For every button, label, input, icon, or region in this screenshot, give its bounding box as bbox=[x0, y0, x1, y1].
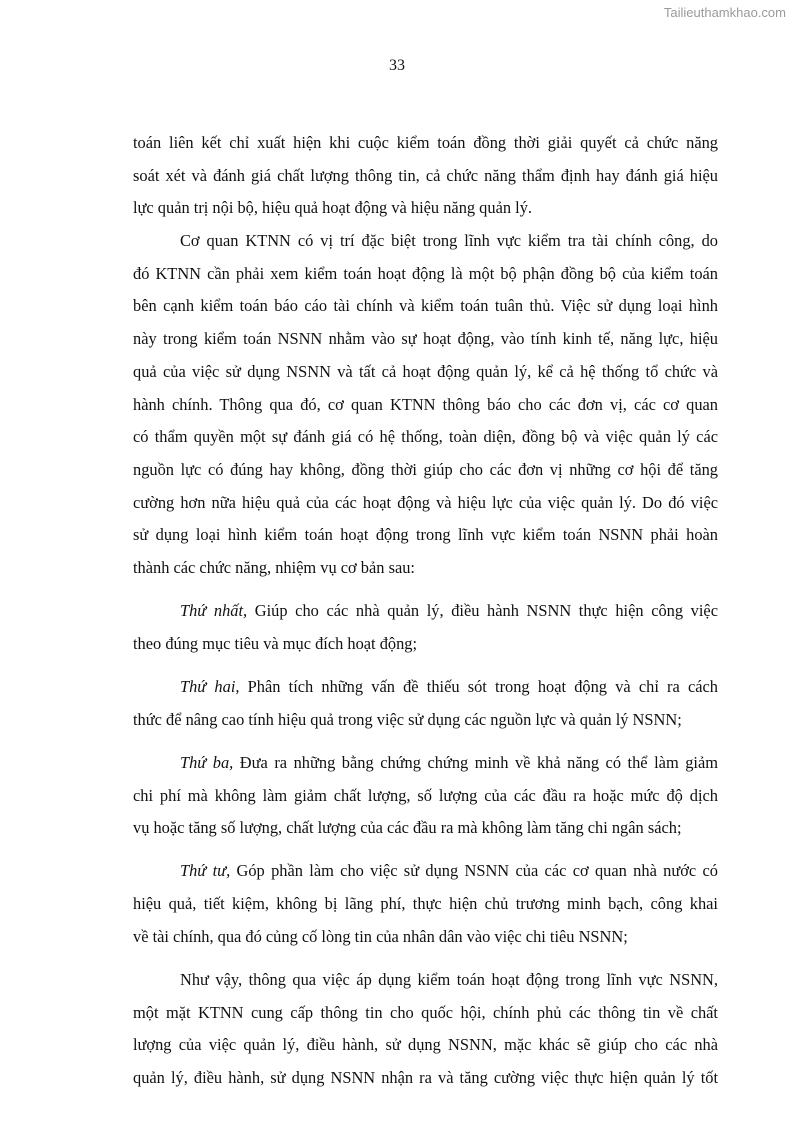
text-line bbox=[133, 1029, 718, 1062]
paragraph-lead: Thứ tư, bbox=[180, 861, 231, 881]
line-text: Cơ quan KTNN có vị trí đặc biệt trong lĩnh vực kiểm tra tài chính công, do bbox=[180, 231, 718, 251]
text-line bbox=[133, 389, 718, 422]
line-text: thức để nâng cao tính hiệu quả trong việc sử dụng các nguồn lực và quản lý NSNN; bbox=[133, 709, 682, 729]
paragraph bbox=[133, 671, 718, 736]
text-line bbox=[133, 747, 718, 780]
text-line bbox=[133, 997, 718, 1030]
line-text: về tài chính, qua đó củng cố lòng tin của nhân dân vào việc chi tiêu NSNN; bbox=[133, 926, 628, 946]
text-line bbox=[133, 780, 718, 813]
text-line bbox=[133, 964, 718, 997]
line-text: Phân tích những vấn đề thiếu sót trong hoạt động và chỉ ra cách bbox=[239, 677, 718, 696]
paragraph-lead: Thứ nhất, bbox=[180, 601, 248, 621]
text-line bbox=[133, 258, 718, 291]
line-text: hiệu quả, tiết kiệm, không bị lãng phí, thực hiện chủ trương minh bạch, công khai bbox=[133, 894, 718, 914]
line-text: lực quản trị nội bộ, hiệu quả hoạt động và hiệu năng quản lý. bbox=[133, 198, 532, 218]
line-text: theo đúng mục tiêu và mục đích hoạt động; bbox=[133, 633, 418, 653]
text-line bbox=[133, 356, 718, 389]
text-line bbox=[133, 519, 718, 552]
line-text: quản lý, điều hành, sử dụng NSNN nhận ra và tăng cường việc thực hiện quản lý tốt bbox=[133, 1068, 718, 1088]
text-line bbox=[133, 595, 718, 628]
paragraph bbox=[133, 855, 718, 953]
line-text: Góp phần làm cho việc sử dụng NSNN của các cơ quan nhà nước có bbox=[230, 861, 718, 881]
text-line bbox=[133, 704, 718, 737]
text-line bbox=[133, 127, 718, 160]
line-text: toán liên kết chỉ xuất hiện khi cuộc kiểm toán đồng thời giải quyết cả chức năng bbox=[133, 133, 718, 152]
text-line bbox=[133, 671, 718, 704]
line-text: Như vậy, thông qua việc áp dụng kiểm toán hoạt động trong lĩnh vực NSNN, bbox=[180, 970, 718, 989]
line-text: lượng của việc quản lý, điều hành, sử dụng NSNN, mặc khác sẽ giúp cho các nhà bbox=[133, 1035, 718, 1055]
line-text: vụ hoặc tăng số lượng, chất lượng của các đầu ra mà không làm tăng chi ngân sách; bbox=[133, 818, 682, 838]
text-line bbox=[133, 552, 718, 585]
paragraph bbox=[133, 127, 718, 225]
paragraph bbox=[133, 595, 718, 660]
text-line bbox=[133, 1062, 718, 1095]
line-text: cường hơn nữa hiệu quả của các hoạt động và hiệu lực của việc quản lý. Do đó việc bbox=[133, 492, 718, 512]
document-body bbox=[133, 127, 718, 1095]
text-line bbox=[133, 454, 718, 487]
line-text: bên cạnh kiểm toán báo cáo tài chính và kiểm toán tuân thủ. Việc sử dụng loại hình bbox=[133, 296, 718, 316]
paragraph bbox=[133, 964, 718, 1095]
text-line bbox=[133, 323, 718, 356]
page-number: 33 bbox=[389, 57, 405, 74]
text-line bbox=[133, 160, 718, 193]
line-text: quả của việc sử dụng NSNN và tất cả hoạt động quản lý, kể cả hệ thống tổ chức và bbox=[133, 361, 718, 381]
line-text: một mặt KTNN cung cấp thông tin cho quốc hội, chính phủ các thông tin về chất bbox=[133, 1002, 718, 1022]
line-text: có thẩm quyền một sự đánh giá có hệ thống, toàn diện, đồng bộ và việc quản lý các bbox=[133, 427, 718, 447]
line-text: nguồn lực có đúng hay không, đồng thời giúp cho các đơn vị những cơ hội để tăng bbox=[133, 459, 718, 479]
paragraph-lead: Thứ hai, bbox=[180, 677, 240, 696]
paragraph bbox=[133, 747, 718, 845]
text-line bbox=[133, 921, 718, 954]
text-line bbox=[133, 812, 718, 845]
text-line bbox=[133, 628, 718, 661]
line-text: sử dụng loại hình kiểm toán hoạt động trong lĩnh vực kiểm toán NSNN phải hoàn bbox=[133, 525, 718, 545]
paragraph-lead: Thứ ba, bbox=[180, 752, 234, 772]
text-line bbox=[133, 290, 718, 323]
line-text: soát xét và đánh giá chất lượng thông tin, cả chức năng thẩm định hay đánh giá hiệu bbox=[133, 165, 718, 185]
text-line bbox=[133, 192, 718, 225]
text-line bbox=[133, 855, 718, 888]
line-text: đó KTNN cần phải xem kiểm toán hoạt động là một bộ phận đồng bộ của kiểm toán bbox=[133, 263, 718, 283]
paragraph bbox=[133, 225, 718, 585]
text-line bbox=[133, 421, 718, 454]
watermark: Tailieuthamkhao.com bbox=[663, 5, 786, 20]
text-line bbox=[133, 888, 718, 921]
text-line bbox=[133, 487, 718, 520]
line-text: Giúp cho các nhà quản lý, điều hành NSNN thực hiện công việc bbox=[247, 601, 718, 621]
line-text: chi phí mà không làm giảm chất lượng, số lượng của các đầu ra hoặc mức độ dịch bbox=[133, 785, 718, 805]
line-text: hành chính. Thông qua đó, cơ quan KTNN thông báo cho các đơn vị, các cơ quan bbox=[133, 394, 718, 414]
text-line bbox=[133, 225, 718, 258]
line-text: Đưa ra những bằng chứng chứng minh về khả năng có thể làm giảm bbox=[233, 752, 718, 772]
line-text: thành các chức năng, nhiệm vụ cơ bản sau: bbox=[133, 557, 415, 577]
line-text: này trong kiểm toán NSNN nhằm vào sự hoạt động, vào tính kinh tế, năng lực, hiệu bbox=[133, 329, 718, 349]
